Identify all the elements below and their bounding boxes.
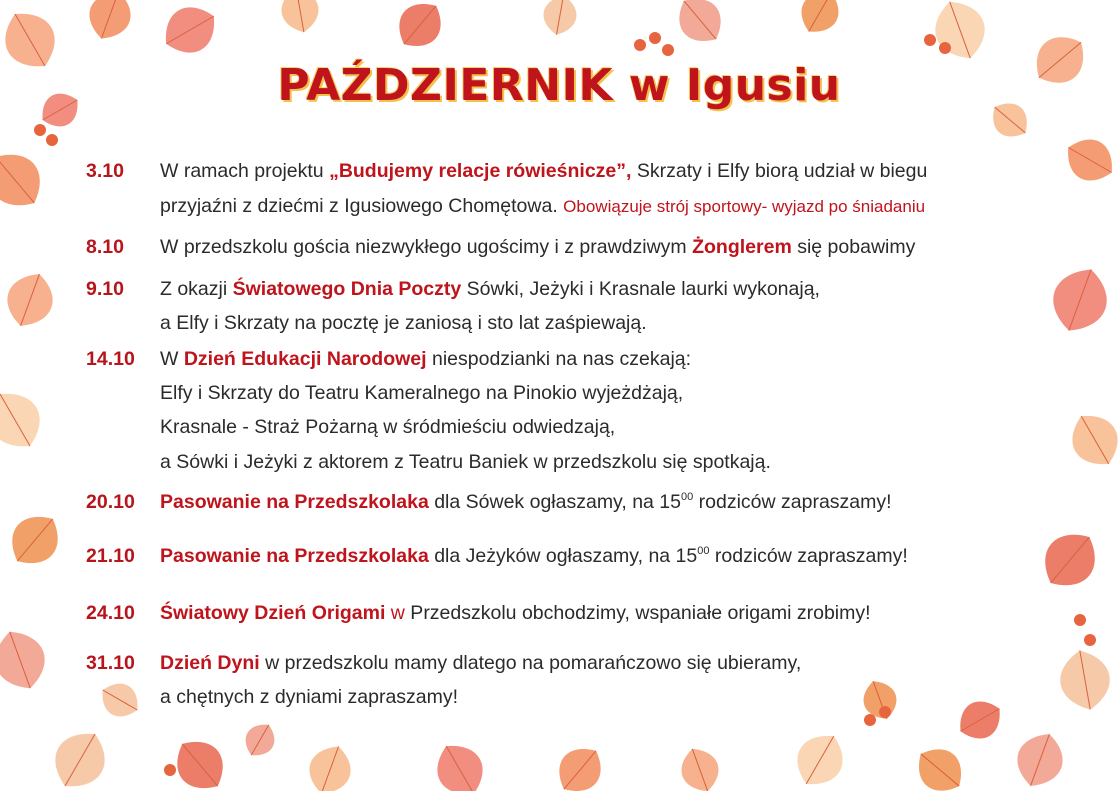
berry-icon [924, 34, 936, 46]
event-text: W przedszkolu gościa niezwykłego ugościmy i z prawdziwym Żonglerem się pobawimy [160, 236, 916, 258]
event-text: a Elfy i Skrzaty na pocztę je zaniosą i sto lat zaśpiewają. [160, 312, 647, 334]
event-date: 20.10 [86, 491, 135, 513]
event-text: W ramach projektu „Budujemy relacje rówieśnicze”, Skrzaty i Elfy biorą udział w biegu [160, 160, 928, 182]
leaf-icon [793, 0, 848, 41]
leaf-icon [668, 0, 732, 52]
leaf-icon [1055, 646, 1114, 714]
event-date: 8.10 [86, 236, 124, 258]
event-text: Pasowanie na Przedszkolaka dla Jeżyków ogłaszamy, na $15^{00}$ rodziców zapraszamy! [160, 545, 908, 567]
event-date: 3.10 [86, 160, 124, 182]
leaf-icon [302, 739, 358, 791]
berry-icon [46, 134, 58, 146]
leaf-icon [0, 266, 61, 333]
event-text: Elfy i Skrzaty do Teatru Kameralnego na Pinokio wyjeżdżają, [160, 382, 684, 404]
leaf-icon [165, 729, 235, 791]
berry-icon [879, 706, 891, 718]
leaf-icon [239, 718, 282, 763]
berry-icon [164, 764, 176, 776]
event-text: Światowy Dzień Origami w Przedszkolu obchodzimy, wspaniałe origami zrobimy! [160, 602, 871, 624]
event-date: 9.10 [86, 278, 124, 300]
leaf-icon [1032, 521, 1108, 599]
berry-icon [634, 39, 646, 51]
leaf-icon [82, 0, 138, 46]
leaf-icon [0, 141, 53, 219]
leaf-icon [155, 0, 225, 63]
event-date: 24.10 [86, 602, 135, 624]
event-text: a chętnych z dyniami zapraszamy! [160, 686, 459, 708]
berry-icon [662, 44, 674, 56]
event-text: Z okazji Światowego Dnia Poczty Sówki, Jeżyki i Krasnale laurki wykonają, [160, 278, 820, 300]
leaf-icon [388, 0, 452, 57]
berry-icon [864, 714, 876, 726]
leaf-icon [908, 738, 973, 791]
berry-icon [1074, 614, 1086, 626]
leaf-icon [44, 722, 117, 791]
leaf-icon [787, 725, 854, 791]
event-text: W Dzień Edukacji Narodowej niespodzianki na nas czekają: [160, 348, 692, 370]
event-text: Pasowanie na Przedszkolaka dla Sówek ogłaszamy, na $15^{00}$ rodziców zapraszamy! [160, 491, 892, 513]
leaf-icon [278, 0, 322, 35]
leaf-icon [540, 0, 579, 38]
berry-icon [939, 42, 951, 54]
leaf-icon [0, 504, 70, 575]
leaf-icon [427, 735, 494, 791]
leaf-icon [94, 676, 145, 725]
event-text: przyjaźni z dziećmi z Igusiowego Chomętowa. Obowiązuje strój sportowy- wyjazd po śniadaniu [160, 195, 926, 217]
event-text: a Sówki i Jeżyki z aktorem z Teatru Baniek w przedszkolu się spotkają. [160, 451, 771, 473]
leaf-icon [548, 738, 612, 791]
leaf-icon [1009, 726, 1070, 791]
event-text: Dzień Dyni w przedszkolu mamy dlatego na pomarańczowo się ubieramy, [160, 652, 802, 674]
leaf-icon [926, 0, 993, 67]
leaf-icon [951, 693, 1009, 748]
event-date: 14.10 [86, 348, 135, 370]
berry-icon [649, 32, 661, 44]
page-title: PAŹDZIERNIK w Igusiu [277, 60, 841, 111]
leaf-icon [1062, 405, 1118, 475]
event-date: 31.10 [86, 652, 135, 674]
event-text: Krasnale - Straż Pożarną w śródmieściu odwiedzają, [160, 416, 616, 438]
event-date: 21.10 [86, 545, 135, 567]
leaf-icon [1058, 130, 1118, 191]
leaf-icon [858, 676, 903, 725]
berry-icon [1084, 634, 1096, 646]
leaf-icon [1044, 260, 1117, 339]
berry-icon [34, 124, 46, 136]
leaf-icon [0, 623, 54, 696]
leaf-icon [675, 743, 725, 791]
leaf-icon [0, 382, 51, 459]
